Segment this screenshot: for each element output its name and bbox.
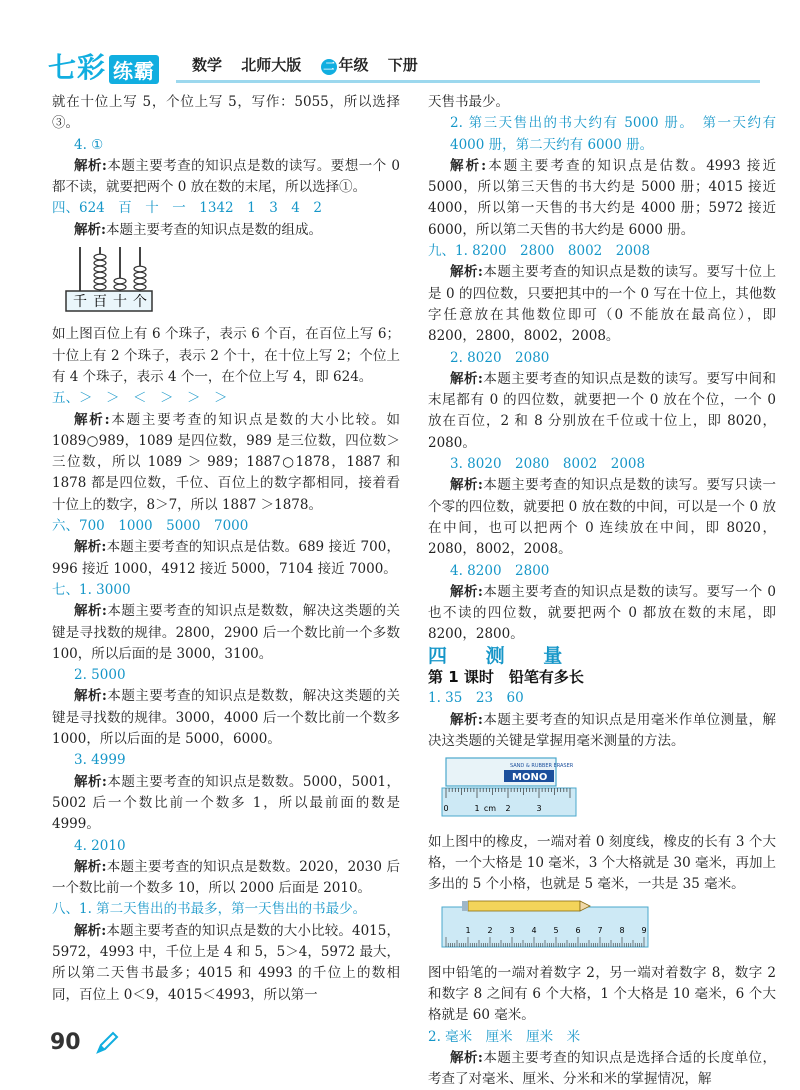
ruler-label: 5 (553, 926, 559, 936)
explanation (52, 537, 400, 580)
explanation (428, 582, 776, 646)
question-heading: 九、1. 8200 2800 8002 2008 (428, 243, 651, 260)
explanation-text: 本题主要考查的知识点是数数，解决这类题的关键是寻找数的规律。2800，2900 后一个数比前一个多数 100，所以后面的是 3000，3100。 (52, 603, 401, 662)
question-heading: 2. 毫米 厘米 厘米 米 (428, 1028, 581, 1045)
abacus-bead (134, 266, 146, 272)
eraser-small-text: SAND & RUBBER ERASER (510, 763, 574, 770)
abacus-bead (94, 278, 106, 284)
abacus-bead (134, 278, 146, 284)
pencil-end (462, 901, 468, 911)
paragraph: 如上图百位上有 6 个珠子，表示 6 个百，在百位上写 6；十位上有 2 个珠子，表示 2 个十，在十位上写 2；个位上有 4 个珠子，表示 4 个一，在个位上写 4，即 624。 (52, 326, 400, 385)
explanation (52, 410, 400, 516)
explanation-label: 解析: (74, 603, 107, 620)
explanation-label: 解析: (450, 477, 483, 494)
explanation-label: 解析: (450, 370, 483, 387)
explanation-text: 本题主要考查的知识点是数数。2020，2030 后一个数比前一个数多 10，所以 2000 后面是 2010。 (52, 858, 400, 897)
explanation (52, 921, 400, 1006)
brand-logo (48, 46, 159, 86)
explanation-label: 解析: (450, 583, 483, 600)
right-column (428, 92, 776, 1090)
abacus-bead (94, 284, 106, 290)
page-number: 90 (50, 1030, 81, 1055)
answer-line: 4. 8200 2800 (450, 562, 550, 579)
paragraph: 图中铅笔的一端对着数字 2，另一端对着数字 8，数字 2 和数字 8 之间有 6 个大格，1 个大格是 10 毫米，6 个大格就是 60 毫米。 (428, 964, 776, 1024)
abacus-bead (94, 272, 106, 278)
explanation (52, 601, 400, 665)
abacus-bead (134, 284, 146, 290)
abacus-label: 个 (133, 294, 147, 311)
explanation-text: 本题主要考查的知识点是数的组成。 (105, 221, 322, 238)
page-footer (50, 1030, 120, 1056)
subject: 数学 (192, 56, 223, 74)
abacus-bead (94, 260, 106, 266)
brand-box: 练霸 (109, 55, 159, 84)
grade-label: 二 年级 (321, 56, 369, 74)
ruler-label: 8 (619, 926, 625, 936)
ruler-label: 3 (536, 804, 542, 814)
explanation-text: 本题主要考查的知识点是数的读写。要写中间和末尾都有 0 的四位数，就要把一个 0 放在个位，一个 0 放在百位，2 和 8 分别放在千位或十位上，即 8020，2080。 (428, 370, 777, 451)
lesson-title: 第 1 课时 铅笔有多长 (428, 668, 584, 687)
explanation-text: 本题主要考查的知识点是数数。5000，5001，5002 后一个数比前一个数多 1，所以最前面的数是 4999。 (52, 773, 401, 833)
answer-line: 2. 第三天售出的书大约有 5000 册。 第一天约有 4000 册，第二天约有 6000 册。 (450, 115, 776, 153)
abacus-bead (134, 272, 146, 278)
question-heading: 四、624 百 十 一 1342 1 3 4 2 (52, 200, 322, 217)
explanation (52, 857, 400, 900)
paragraph: 如上图中的橡皮，一端对着 0 刻度线，橡皮的长有 3 个大格，一个大格是 10 毫米，3 个大格就是 30 毫米，再加上多出的 5 个小格，也就是 5 毫米，一共是 35 毫米。 (428, 833, 776, 893)
ruler-label: 6 (575, 926, 581, 936)
ruler-label: cm (483, 804, 497, 814)
explanation-label: 解析: (74, 539, 107, 556)
question-heading: 1. 35 23 60 (428, 690, 524, 707)
explanation-label: 解析: (74, 157, 107, 174)
explanation-label: 解析: (74, 688, 107, 705)
explanation-text: 本题主要考查的知识点是选择合适的长度单位，考查了对毫米、厘米、分米和米的掌握情况，解 (428, 1049, 777, 1088)
abacus-label: 百 (93, 294, 107, 311)
ruler-label: 7 (597, 926, 603, 936)
abacus-bead (94, 254, 106, 260)
answer-line: 4. 2010 (74, 837, 126, 854)
explanation-text: 本题主要考查的知识点是数的读写。要写一个 0 也不读的四位数，就要把两个 0 都放在数的末尾，即 8200，2800。 (428, 583, 776, 643)
answer-line: 2. 5000 (74, 667, 126, 684)
explanation-label: 解析: (450, 1049, 483, 1066)
explanation-label: 解析: (450, 264, 483, 281)
abacus-bead (114, 284, 126, 290)
abacus-bead (114, 278, 126, 284)
answer-line: 3. 4999 (74, 752, 126, 769)
ruler-label: 1 (465, 926, 471, 936)
explanation-text: 本题主要考查的知识点是数的读写。要想一个 0 都不读，就要把两个 0 放在数的末尾，所以选择①。 (52, 157, 400, 196)
paragraph: 就在十位上写 5，个位上写 5，写作：5055，所以选择③。 (52, 94, 400, 132)
question-heading: 五、＞ ＞ ＜ ＞ ＞ ＞ (52, 390, 228, 407)
explanation-text: 本题主要考查的知识点是数的读写。要写只读一个零的四位数，就要把 0 放在数的中间，可以是一个 0 放在中间，也可以把两个 0 连续放在中间，即 8020，2080，8002，2008。 (428, 477, 777, 558)
explanation (428, 1048, 776, 1090)
pencil-icon (94, 1030, 120, 1056)
term: 下册 (387, 56, 418, 74)
explanation (428, 710, 776, 753)
ruler-label: 3 (509, 926, 515, 936)
explanation (52, 772, 400, 836)
explanation-label: 解析: (74, 858, 107, 875)
abacus-wrapper (64, 245, 400, 320)
header-rule (176, 80, 760, 83)
question-heading: 八、1. 第二天售出的书最多，第一天售出的书最少。 (52, 901, 367, 918)
left-column (52, 92, 400, 1006)
explanation (52, 156, 400, 199)
explanation-text: 本题主要考查的知识点是估数。4993 接近 5000，所以第三天售的书大约是 5000 册；4015 接近 4000，所以第一天售的书大约是 4000 册；5972 接近 6000，所以第二天售的书大约是 6000 册。 (428, 157, 777, 238)
explanation-label: 解析: (74, 411, 110, 428)
explanation-text: 本题主要考查的知识点是用毫米作单位测量，解决这类题的关键是掌握用毫米测量的方法。 (428, 711, 777, 749)
ruler-label: 2 (487, 926, 493, 936)
grade-number: 二 (321, 59, 337, 75)
pencil-body (468, 901, 580, 911)
abacus-bead (94, 266, 106, 272)
explanation-text: 本题主要考查的知识点是数的大小比较。如 1089○989，1089 是四位数，989 是三位数，四位数＞三位数，所以 1089 ＞ 989；1887○1878，1887 和 1878 都是四位数，千位、百位上的数字都相同，接着看十位上的数字，8＞7，所以 1887 ＞1878。 (52, 411, 401, 513)
explanation (428, 475, 776, 560)
question-heading: 七、1. 3000 (52, 581, 131, 598)
explanation-label: 解析: (74, 221, 106, 238)
ruler-label: 1 (474, 804, 480, 814)
explanation-text: 本题主要考查的知识点是数的读写。要写十位上是 0 的四位数，只要把其中的一个 0 写在十位上，其他数字任意放在其他数位即可（0 不能放在最高位），即 8200，2800，8002，2008。 (428, 264, 777, 345)
explanation (428, 156, 776, 241)
explanation (428, 262, 776, 347)
paragraph: 天售书最少。 (428, 94, 509, 110)
explanation-text: 本题主要考查的知识点是估数。689 接近 700，996 接近 1000，4912 接近 5000，7104 接近 7000。 (52, 539, 400, 577)
eraser-svg (440, 756, 578, 820)
answer-line: 2. 8020 2080 (450, 349, 550, 366)
explanation-label: 解析: (74, 773, 107, 790)
abacus-label: 千 (73, 294, 87, 311)
explanation (52, 686, 400, 750)
answer-line: 3. 8020 2080 8002 2008 (450, 456, 646, 473)
explanation (428, 369, 776, 454)
ruler-label: 9 (641, 926, 647, 936)
abacus-label: 十 (113, 294, 127, 311)
page-header (0, 0, 800, 90)
pencil-svg (440, 899, 652, 951)
question-heading: 六、700 1000 5000 7000 (52, 518, 249, 535)
eraser-brand: MONO (512, 772, 548, 784)
edition: 北师大版 (241, 56, 302, 74)
brand-name: 七彩 (48, 51, 107, 84)
explanation-text: 本题主要考查的知识点是数数，解决这类题的关键是寻找数的规律。3000，4000 后一个数比前一个数多 1000，所以后面的是 5000，6000。 (52, 688, 401, 748)
explanation-label: 解析: (74, 922, 107, 939)
ruler-label: 2 (505, 804, 511, 814)
pencil-figure (440, 899, 776, 958)
book-info (192, 54, 432, 75)
answer-line: 4. ① (74, 136, 104, 153)
explanation-label: 解析: (450, 157, 487, 174)
ruler-label: 0 (443, 804, 449, 814)
ruler-label: 4 (531, 926, 537, 936)
abacus-figure (64, 245, 154, 313)
explanation (52, 220, 400, 241)
explanation-label: 解析: (450, 711, 483, 728)
explanation-text: 本题主要考查的知识点是数的大小比较。4015，5972，4993 中，千位上是 4 和 5，5＞4，5972 最大，所以第二天售书最多；4015 和 4993 的千位上的数相同，百位上 0＜9，4015＜4993，所以第一 (52, 922, 401, 1003)
section-title: 四 测 量 (428, 644, 579, 667)
eraser-figure (440, 756, 776, 827)
